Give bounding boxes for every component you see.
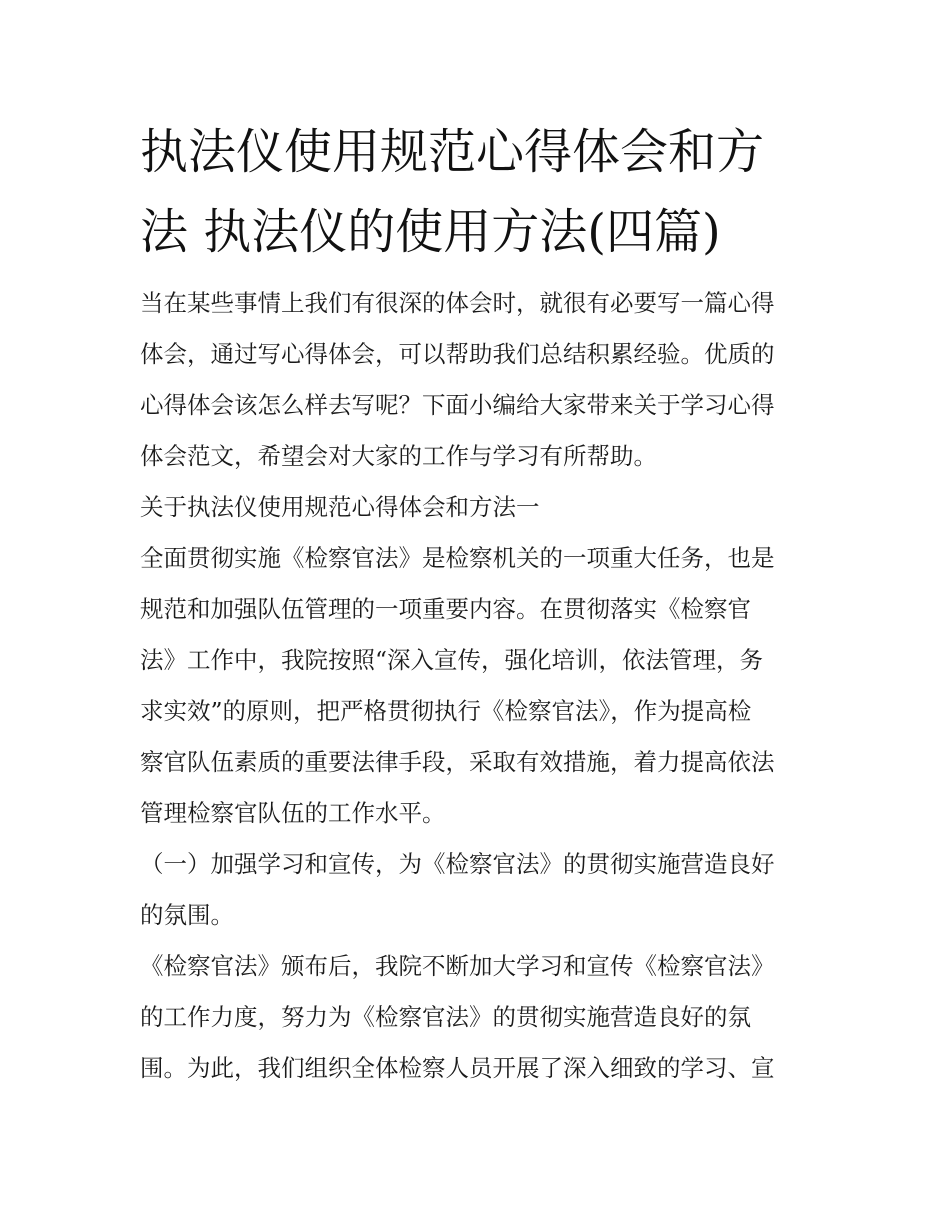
paragraph-line: 《检察官法》颁布后，我院不断加大学习和宣传《检察官法》 — [140, 952, 775, 980]
title-line-2: 法 执法仪的使用方法(四篇) — [140, 204, 721, 260]
paragraph-line: 围。为此，我们组织全体检察人员开展了深入细致的学习、宣 — [140, 1054, 775, 1082]
paragraph-line: 法》工作中，我院按照“深入宣传，强化培训，依法管理，务 — [140, 646, 764, 674]
paragraph-line: 全面贯彻实施《检察官法》是检察机关的一项重大任务，也是 — [140, 544, 775, 572]
document-body — [140, 278, 815, 1094]
paragraph-line: 管理检察官队伍的工作水平。 — [140, 799, 446, 827]
intro-paragraph-line: 体会，通过写心得体会，可以帮助我们总结积累经验。优质的 — [140, 340, 775, 368]
paragraph-line: 规范和加强队伍管理的一项重要内容。在贯彻落实《检察官 — [140, 595, 751, 623]
title-line-1: 执法仪使用规范心得体会和方 — [140, 124, 765, 180]
document-title — [140, 112, 815, 272]
paragraph-line: 察官队伍素质的重要法律手段，采取有效措施，着力提高依法 — [140, 748, 775, 776]
intro-paragraph-line: 心得体会该怎么样去写呢？下面小编给大家带来关于学习心得 — [140, 391, 775, 419]
paragraph-line: 的工作力度，努力为《检察官法》的贯彻实施营造良好的氛 — [140, 1003, 751, 1031]
intro-paragraph-line: 体会范文，希望会对大家的工作与学习有所帮助。 — [140, 442, 657, 470]
section-heading: 关于执法仪使用规范心得体会和方法一 — [140, 493, 540, 521]
subsection-heading-line: （一）加强学习和宣传，为《检察官法》的贯彻实施营造良好 — [140, 850, 775, 878]
paragraph-line: 求实效”的原则，把严格贯彻执行《检察官法》，作为提高检 — [140, 697, 752, 725]
intro-paragraph-line: 当在某些事情上我们有很深的体会时，就很有必要写一篇心得 — [140, 289, 775, 317]
document-page — [140, 112, 815, 1094]
subsection-heading-line: 的氛围。 — [140, 901, 234, 929]
